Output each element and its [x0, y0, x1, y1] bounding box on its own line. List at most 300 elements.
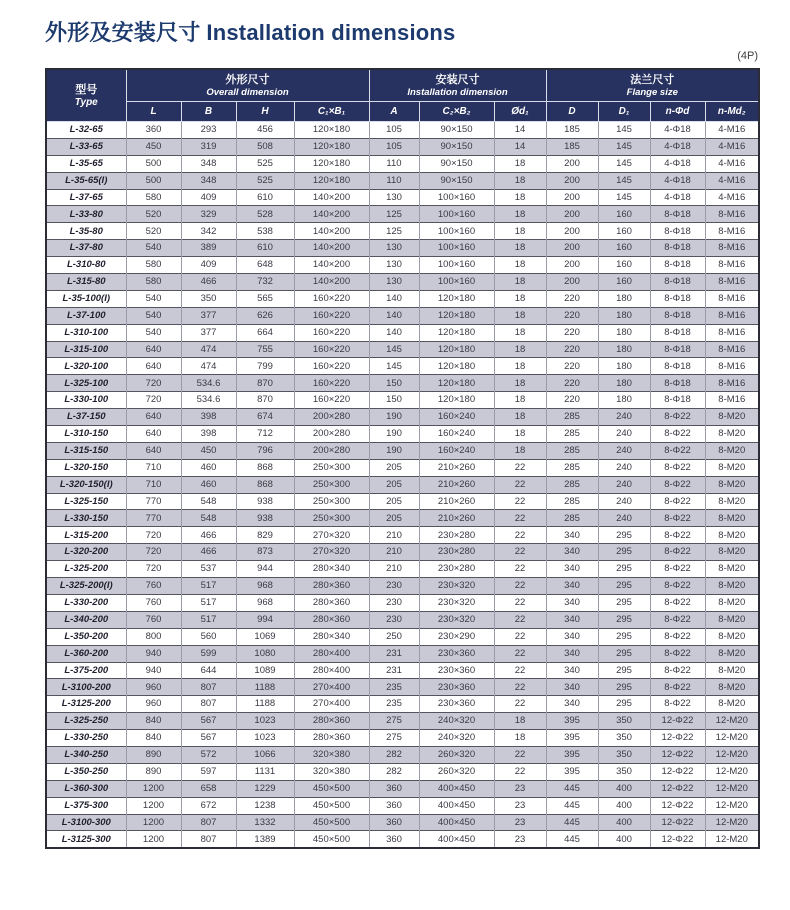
- value-cell: 8-M20: [705, 594, 759, 611]
- value-cell: 400: [598, 814, 650, 831]
- table-row: [46, 426, 759, 443]
- value-cell: 8-Φ22: [650, 476, 705, 493]
- value-cell: 538: [236, 223, 294, 240]
- value-cell: 1023: [236, 713, 294, 730]
- value-cell: 4-Φ18: [650, 122, 705, 139]
- type-cell: L-35-100(I): [46, 290, 126, 307]
- value-cell: 120×180: [294, 122, 369, 139]
- value-cell: 1188: [236, 679, 294, 696]
- value-cell: 4-Φ18: [650, 155, 705, 172]
- value-cell: 360: [369, 831, 419, 848]
- value-cell: 240: [598, 442, 650, 459]
- value-cell: 8-M20: [705, 611, 759, 628]
- value-cell: 890: [126, 763, 181, 780]
- table-row: [46, 257, 759, 274]
- type-cell: L-330-250: [46, 730, 126, 747]
- value-cell: 18: [494, 358, 546, 375]
- value-cell: 200: [546, 257, 598, 274]
- table-row: [46, 713, 759, 730]
- value-cell: 8-Φ22: [650, 426, 705, 443]
- value-cell: 18: [494, 426, 546, 443]
- group-header-installation-dimension: [369, 69, 546, 102]
- value-cell: 12-M20: [705, 763, 759, 780]
- value-cell: 840: [126, 713, 181, 730]
- type-cell: L-325-150: [46, 493, 126, 510]
- value-cell: 508: [236, 138, 294, 155]
- value-cell: 640: [126, 341, 181, 358]
- value-cell: 18: [494, 341, 546, 358]
- value-cell: 1200: [126, 780, 181, 797]
- value-cell: 145: [598, 155, 650, 172]
- value-cell: 240×320: [419, 730, 494, 747]
- value-cell: 205: [369, 459, 419, 476]
- value-cell: 320×380: [294, 763, 369, 780]
- value-cell: 105: [369, 138, 419, 155]
- value-cell: 230×360: [419, 662, 494, 679]
- type-cell: L-3125-300: [46, 831, 126, 848]
- page-title: [45, 16, 456, 47]
- value-cell: 210×260: [419, 510, 494, 527]
- value-cell: 548: [181, 510, 236, 527]
- value-cell: 140×200: [294, 223, 369, 240]
- value-cell: 220: [546, 375, 598, 392]
- value-cell: 400: [598, 797, 650, 814]
- value-cell: 200: [546, 206, 598, 223]
- value-cell: 807: [181, 679, 236, 696]
- value-cell: 190: [369, 426, 419, 443]
- type-cell: L-375-200: [46, 662, 126, 679]
- value-cell: 18: [494, 240, 546, 257]
- value-cell: 807: [181, 814, 236, 831]
- table-row: [46, 645, 759, 662]
- value-cell: 400×450: [419, 780, 494, 797]
- value-cell: 230×280: [419, 544, 494, 561]
- value-cell: 295: [598, 544, 650, 561]
- value-cell: 22: [494, 746, 546, 763]
- value-cell: 1080: [236, 645, 294, 662]
- value-cell: 409: [181, 257, 236, 274]
- value-cell: 180: [598, 375, 650, 392]
- value-cell: 525: [236, 155, 294, 172]
- value-cell: 350: [598, 746, 650, 763]
- type-cell: L-35-80: [46, 223, 126, 240]
- value-cell: 145: [598, 138, 650, 155]
- value-cell: 90×150: [419, 138, 494, 155]
- value-cell: 220: [546, 324, 598, 341]
- value-cell: 610: [236, 189, 294, 206]
- value-cell: 220: [546, 307, 598, 324]
- value-cell: 200: [546, 240, 598, 257]
- value-cell: 8-M20: [705, 442, 759, 459]
- value-cell: 12-Φ22: [650, 797, 705, 814]
- value-cell: 250: [369, 628, 419, 645]
- value-cell: 22: [494, 476, 546, 493]
- value-cell: 8-Φ18: [650, 341, 705, 358]
- value-cell: 160×220: [294, 358, 369, 375]
- value-cell: 377: [181, 324, 236, 341]
- value-cell: 230: [369, 594, 419, 611]
- value-cell: 105: [369, 122, 419, 139]
- type-cell: L-330-150: [46, 510, 126, 527]
- value-cell: 450×500: [294, 780, 369, 797]
- value-cell: 8-M16: [705, 290, 759, 307]
- value-cell: 18: [494, 307, 546, 324]
- value-cell: 275: [369, 713, 419, 730]
- table-row: [46, 155, 759, 172]
- value-cell: 210×260: [419, 476, 494, 493]
- value-cell: 230: [369, 611, 419, 628]
- value-cell: 4-M16: [705, 155, 759, 172]
- value-cell: 130: [369, 257, 419, 274]
- value-cell: 295: [598, 611, 650, 628]
- value-cell: 200: [546, 172, 598, 189]
- value-cell: 755: [236, 341, 294, 358]
- value-cell: 348: [181, 155, 236, 172]
- value-cell: 100×160: [419, 257, 494, 274]
- column-header-5: C₂×B₂: [419, 102, 494, 122]
- value-cell: 270×400: [294, 696, 369, 713]
- value-cell: 8-M16: [705, 240, 759, 257]
- value-cell: 12-Φ22: [650, 730, 705, 747]
- value-cell: 240: [598, 426, 650, 443]
- group-header-row: [46, 69, 759, 102]
- value-cell: 200: [546, 189, 598, 206]
- value-cell: 240: [598, 409, 650, 426]
- value-cell: 807: [181, 831, 236, 848]
- value-cell: 150: [369, 392, 419, 409]
- value-cell: 445: [546, 780, 598, 797]
- value-cell: 8-M20: [705, 459, 759, 476]
- value-cell: 658: [181, 780, 236, 797]
- value-cell: 231: [369, 645, 419, 662]
- value-cell: 22: [494, 459, 546, 476]
- value-cell: 626: [236, 307, 294, 324]
- value-cell: 360: [126, 122, 181, 139]
- table-row: [46, 172, 759, 189]
- value-cell: 8-Φ18: [650, 240, 705, 257]
- value-cell: 4-M16: [705, 172, 759, 189]
- type-cell: L-33-65: [46, 138, 126, 155]
- value-cell: 8-M16: [705, 274, 759, 291]
- value-cell: 520: [126, 223, 181, 240]
- value-cell: 295: [598, 561, 650, 578]
- value-cell: 110: [369, 155, 419, 172]
- value-cell: 250×300: [294, 493, 369, 510]
- type-cell: L-315-150: [46, 442, 126, 459]
- value-cell: 395: [546, 746, 598, 763]
- type-cell: L-310-150: [46, 426, 126, 443]
- value-cell: 8-Φ22: [650, 442, 705, 459]
- value-cell: 140: [369, 307, 419, 324]
- group-header-flange-size: [546, 69, 759, 102]
- value-cell: 12-M20: [705, 746, 759, 763]
- type-cell: L-35-65: [46, 155, 126, 172]
- value-cell: 968: [236, 594, 294, 611]
- table-row: [46, 746, 759, 763]
- value-cell: 710: [126, 476, 181, 493]
- value-cell: 8-Φ22: [650, 493, 705, 510]
- value-cell: 12-Φ22: [650, 814, 705, 831]
- value-cell: 22: [494, 561, 546, 578]
- value-cell: 720: [126, 544, 181, 561]
- value-cell: 8-M20: [705, 476, 759, 493]
- value-cell: 18: [494, 290, 546, 307]
- value-cell: 944: [236, 561, 294, 578]
- value-cell: 597: [181, 763, 236, 780]
- value-cell: 8-Φ22: [650, 662, 705, 679]
- value-cell: 270×400: [294, 679, 369, 696]
- table-row: [46, 561, 759, 578]
- value-cell: 210: [369, 544, 419, 561]
- value-cell: 120×180: [294, 155, 369, 172]
- value-cell: 230×320: [419, 578, 494, 595]
- value-cell: 200: [546, 274, 598, 291]
- value-cell: 160×240: [419, 442, 494, 459]
- value-cell: 140: [369, 290, 419, 307]
- value-cell: 12-Φ22: [650, 831, 705, 848]
- value-cell: 140×200: [294, 240, 369, 257]
- value-cell: 8-Φ22: [650, 459, 705, 476]
- value-cell: 280×360: [294, 594, 369, 611]
- value-cell: 8-M16: [705, 358, 759, 375]
- value-cell: 12-Φ22: [650, 780, 705, 797]
- value-cell: 712: [236, 426, 294, 443]
- value-cell: 100×160: [419, 223, 494, 240]
- value-cell: 100×160: [419, 189, 494, 206]
- value-cell: 8-Φ22: [650, 645, 705, 662]
- value-cell: 130: [369, 240, 419, 257]
- type-cell: L-33-80: [46, 206, 126, 223]
- table-row: [46, 493, 759, 510]
- value-cell: 450: [126, 138, 181, 155]
- value-cell: 8-M20: [705, 578, 759, 595]
- value-cell: 130: [369, 274, 419, 291]
- table-row: [46, 679, 759, 696]
- value-cell: 200×280: [294, 426, 369, 443]
- table-row: [46, 662, 759, 679]
- value-cell: 870: [236, 392, 294, 409]
- value-cell: 18: [494, 713, 546, 730]
- value-cell: 160×220: [294, 341, 369, 358]
- value-cell: 90×150: [419, 172, 494, 189]
- value-cell: 125: [369, 223, 419, 240]
- value-cell: 295: [598, 662, 650, 679]
- value-cell: 938: [236, 510, 294, 527]
- value-cell: 260×320: [419, 763, 494, 780]
- value-cell: 295: [598, 578, 650, 595]
- value-cell: 4-Φ18: [650, 189, 705, 206]
- value-cell: 360: [369, 780, 419, 797]
- value-cell: 205: [369, 510, 419, 527]
- value-cell: 8-M20: [705, 409, 759, 426]
- value-cell: 230×280: [419, 561, 494, 578]
- value-cell: 474: [181, 358, 236, 375]
- value-cell: 90×150: [419, 155, 494, 172]
- value-cell: 12-M20: [705, 730, 759, 747]
- value-cell: 8-M16: [705, 257, 759, 274]
- value-cell: 210: [369, 561, 419, 578]
- value-cell: 240: [598, 459, 650, 476]
- value-cell: 8-Φ18: [650, 358, 705, 375]
- value-cell: 200: [546, 223, 598, 240]
- value-cell: 840: [126, 730, 181, 747]
- value-cell: 18: [494, 189, 546, 206]
- type-cell: L-330-100: [46, 392, 126, 409]
- table-body: [46, 122, 759, 849]
- value-cell: 210: [369, 527, 419, 544]
- value-cell: 540: [126, 240, 181, 257]
- value-cell: 580: [126, 274, 181, 291]
- value-cell: 644: [181, 662, 236, 679]
- table-row: [46, 578, 759, 595]
- table-row: [46, 628, 759, 645]
- value-cell: 389: [181, 240, 236, 257]
- table-row: [46, 189, 759, 206]
- value-cell: 720: [126, 527, 181, 544]
- value-cell: 22: [494, 679, 546, 696]
- value-cell: 160×220: [294, 290, 369, 307]
- value-cell: 580: [126, 189, 181, 206]
- value-cell: 240: [598, 510, 650, 527]
- column-header-0: L: [126, 102, 181, 122]
- value-cell: 517: [181, 611, 236, 628]
- value-cell: 220: [546, 341, 598, 358]
- column-header-7: D: [546, 102, 598, 122]
- value-cell: 445: [546, 797, 598, 814]
- value-cell: 8-M16: [705, 223, 759, 240]
- type-cell: L-350-200: [46, 628, 126, 645]
- value-cell: 340: [546, 578, 598, 595]
- table-row: [46, 240, 759, 257]
- value-cell: 8-Φ22: [650, 611, 705, 628]
- value-cell: 340: [546, 527, 598, 544]
- value-cell: 18: [494, 324, 546, 341]
- value-cell: 460: [181, 476, 236, 493]
- value-cell: 230×360: [419, 679, 494, 696]
- value-cell: 160×240: [419, 409, 494, 426]
- table-row: [46, 223, 759, 240]
- type-cell: L-315-200: [46, 527, 126, 544]
- table-row: [46, 780, 759, 797]
- value-cell: 350: [598, 763, 650, 780]
- value-cell: 537: [181, 561, 236, 578]
- type-cell: L-375-300: [46, 797, 126, 814]
- group-flange-zh: 法兰尺寸: [630, 73, 675, 86]
- type-cell: L-37-100: [46, 307, 126, 324]
- value-cell: 293: [181, 122, 236, 139]
- value-cell: 130: [369, 189, 419, 206]
- value-cell: 870: [236, 375, 294, 392]
- group-overall-en: Overall dimension: [206, 86, 289, 98]
- value-cell: 474: [181, 341, 236, 358]
- value-cell: 517: [181, 578, 236, 595]
- column-header-4: A: [369, 102, 419, 122]
- value-cell: 23: [494, 814, 546, 831]
- value-cell: 8-Φ18: [650, 223, 705, 240]
- page-title-zh: 外形及安装尺寸: [45, 20, 201, 45]
- value-cell: 275: [369, 730, 419, 747]
- column-header-9: n-Φd: [650, 102, 705, 122]
- type-cell: L-325-200(I): [46, 578, 126, 595]
- value-cell: 22: [494, 493, 546, 510]
- value-cell: 710: [126, 459, 181, 476]
- value-cell: 640: [126, 409, 181, 426]
- type-cell: L-37-150: [46, 409, 126, 426]
- value-cell: 205: [369, 476, 419, 493]
- value-cell: 960: [126, 679, 181, 696]
- type-cell: L-325-100: [46, 375, 126, 392]
- value-cell: 145: [598, 122, 650, 139]
- value-cell: 22: [494, 611, 546, 628]
- value-cell: 8-M20: [705, 493, 759, 510]
- table-row: [46, 392, 759, 409]
- type-cell: L-32-65: [46, 122, 126, 139]
- value-cell: 145: [369, 341, 419, 358]
- value-cell: 12-M20: [705, 797, 759, 814]
- value-cell: 8-M20: [705, 696, 759, 713]
- value-cell: 18: [494, 155, 546, 172]
- value-cell: 720: [126, 375, 181, 392]
- value-cell: 282: [369, 763, 419, 780]
- value-cell: 240: [598, 493, 650, 510]
- value-cell: 4-M16: [705, 122, 759, 139]
- value-cell: 4-M16: [705, 138, 759, 155]
- value-cell: 395: [546, 713, 598, 730]
- value-cell: 190: [369, 442, 419, 459]
- value-cell: 200: [546, 155, 598, 172]
- value-cell: 1066: [236, 746, 294, 763]
- value-cell: 395: [546, 763, 598, 780]
- value-cell: 1089: [236, 662, 294, 679]
- value-cell: 1200: [126, 831, 181, 848]
- table-row: [46, 611, 759, 628]
- type-cell: L-35-65(I): [46, 172, 126, 189]
- value-cell: 409: [181, 189, 236, 206]
- value-cell: 796: [236, 442, 294, 459]
- value-cell: 120×180: [294, 138, 369, 155]
- value-cell: 520: [126, 206, 181, 223]
- value-cell: 120×180: [419, 290, 494, 307]
- value-cell: 240×320: [419, 713, 494, 730]
- value-cell: 1069: [236, 628, 294, 645]
- value-cell: 160: [598, 274, 650, 291]
- value-cell: 140×200: [294, 257, 369, 274]
- type-cell: L-310-100: [46, 324, 126, 341]
- value-cell: 500: [126, 172, 181, 189]
- table-header: [46, 69, 759, 122]
- value-cell: 120×180: [294, 172, 369, 189]
- value-cell: 329: [181, 206, 236, 223]
- value-cell: 580: [126, 257, 181, 274]
- value-cell: 450×500: [294, 797, 369, 814]
- column-header-8: D₁: [598, 102, 650, 122]
- value-cell: 160: [598, 223, 650, 240]
- value-cell: 534.6: [181, 375, 236, 392]
- group-overall-zh: 外形尺寸: [225, 73, 270, 86]
- value-cell: 260×320: [419, 746, 494, 763]
- value-cell: 120×180: [419, 358, 494, 375]
- value-cell: 12-M20: [705, 713, 759, 730]
- type-header-en: Type: [74, 96, 98, 108]
- value-cell: 12-M20: [705, 780, 759, 797]
- value-cell: 185: [546, 122, 598, 139]
- value-cell: 220: [546, 392, 598, 409]
- value-cell: 230: [369, 578, 419, 595]
- column-header-10: n-Md₂: [705, 102, 759, 122]
- table-row: [46, 122, 759, 139]
- value-cell: 120×180: [419, 324, 494, 341]
- value-cell: 160×220: [294, 375, 369, 392]
